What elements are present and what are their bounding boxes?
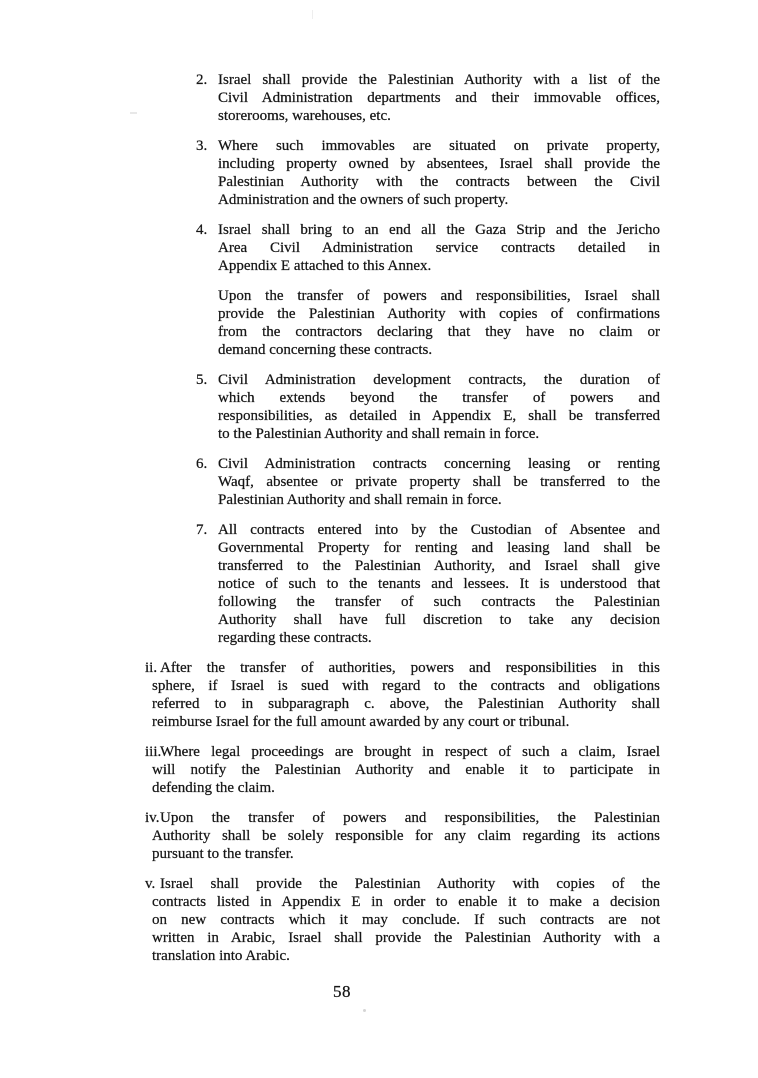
text-line: written in Arabic, Israel shall provide the Palestinian Authority with a — [152, 930, 660, 946]
text-line: 6. Civil Administration contracts concerning leasing or renting — [196, 456, 660, 472]
text-line: Appendix E attached to this Annex. — [218, 258, 432, 274]
scan-artifact — [130, 112, 137, 114]
text-line: Area Civil Administration service contracts detailed in — [218, 240, 660, 256]
text-line: following the transfer of such contracts the Palestinian — [218, 594, 660, 610]
list-marker: 5. — [196, 372, 208, 388]
text-line: demand concerning these contracts. — [218, 342, 433, 358]
text-line: from the contractors declaring that they have no claim or — [218, 324, 660, 340]
list-marker: iv. — [145, 810, 160, 826]
text-line: referred to in subparagraph c. above, the Palestinian Authority shall — [152, 696, 660, 712]
text-line: provide the Palestinian Authority with copies of confirmations — [218, 306, 660, 322]
text-line: notice of such to the tenants and lessees. It is understood that — [218, 576, 660, 592]
list-marker: 7. — [196, 522, 208, 538]
paragraph-ii — [145, 659, 660, 731]
text-line: responsibilities, as detailed in Appendix E, shall be transferred — [218, 408, 660, 424]
list-marker: iii. — [145, 744, 162, 760]
paragraph-3 — [196, 137, 660, 209]
paragraph-5 — [196, 371, 660, 443]
list-marker: ii. — [145, 660, 158, 676]
text-line: including property owned by absentees, Israel shall provide the — [218, 156, 660, 172]
text-line: Authority shall have full discretion to take any decision — [218, 612, 660, 628]
text-line: ii. After the transfer of authorities, powers and responsibilities in this — [145, 660, 660, 676]
list-marker: 6. — [196, 456, 208, 472]
paragraph-iv — [145, 809, 660, 863]
text-line: translation into Arabic. — [152, 948, 290, 964]
text-line: contracts listed in Appendix E in order to enable it to make a decision — [152, 894, 660, 910]
paragraph-2 — [196, 71, 660, 125]
text-line: Administration and the owners of such property. — [218, 192, 509, 208]
paragraph-continuation — [218, 287, 660, 359]
text-line: regarding these contracts. — [218, 630, 372, 646]
text-line: which extends beyond the transfer of powers and — [218, 390, 660, 406]
scan-artifact — [312, 10, 313, 19]
text-line: Upon the transfer of powers and responsibilities, Israel shall — [218, 288, 660, 304]
text-line: 5. Civil Administration development contracts, the duration of — [196, 372, 660, 388]
text-line: pursuant to the transfer. — [152, 846, 294, 862]
text-line: 7. All contracts entered into by the Custodian of Absentee and — [196, 522, 660, 538]
list-marker: 2. — [196, 72, 208, 88]
text-line: Governmental Property for renting and leasing land shall be — [218, 540, 660, 556]
text-line: iii.Where legal proceedings are brought in respect of such a claim, Israel — [145, 744, 660, 760]
text-line: to the Palestinian Authority and shall remain in force. — [218, 426, 540, 442]
paragraph-4 — [196, 221, 660, 275]
document-body — [0, 71, 758, 977]
scan-artifact — [363, 1009, 366, 1012]
paragraph-7 — [196, 521, 660, 647]
list-marker: 4. — [196, 222, 208, 238]
paragraph-iii — [145, 743, 660, 797]
list-marker: v. — [145, 876, 156, 892]
paragraph-6 — [196, 455, 660, 509]
text-line: Palestinian Authority with the contracts between the Civil — [218, 174, 660, 190]
text-line: iv.Upon the transfer of powers and responsibilities, the Palestinian — [145, 810, 660, 826]
text-line: v. Israel shall provide the Palestinian Authority with copies of the — [145, 876, 660, 892]
text-line: Authority shall be solely responsible for any claim regarding its actions — [152, 828, 660, 844]
text-line: Palestinian Authority and shall remain in force. — [218, 492, 502, 508]
text-line: reimburse Israel for the full amount awarded by any court or tribunal. — [152, 714, 570, 730]
list-marker: 3. — [196, 138, 208, 154]
page-number: 58 — [333, 982, 351, 1001]
text-line: defending the claim. — [152, 780, 275, 796]
text-line: transferred to the Palestinian Authority, and Israel shall give — [218, 558, 660, 574]
text-line: Waqf, absentee or private property shall be transferred to the — [218, 474, 660, 490]
text-line: storerooms, warehouses, etc. — [218, 108, 391, 124]
text-line: 3. Where such immovables are situated on private property, — [196, 138, 660, 154]
text-line: on new contracts which it may conclude. If such contracts are not — [152, 912, 660, 928]
text-line: 2. Israel shall provide the Palestinian Authority with a list of the — [196, 72, 660, 88]
text-line: Civil Administration departments and their immovable offices, — [218, 90, 660, 106]
text-line: 4. Israel shall bring to an end all the Gaza Strip and the Jericho — [196, 222, 660, 238]
text-line: will notify the Palestinian Authority and enable it to participate in — [152, 762, 660, 778]
text-line: sphere, if Israel is sued with regard to the contracts and obligations — [152, 678, 660, 694]
paragraph-v — [145, 875, 660, 965]
